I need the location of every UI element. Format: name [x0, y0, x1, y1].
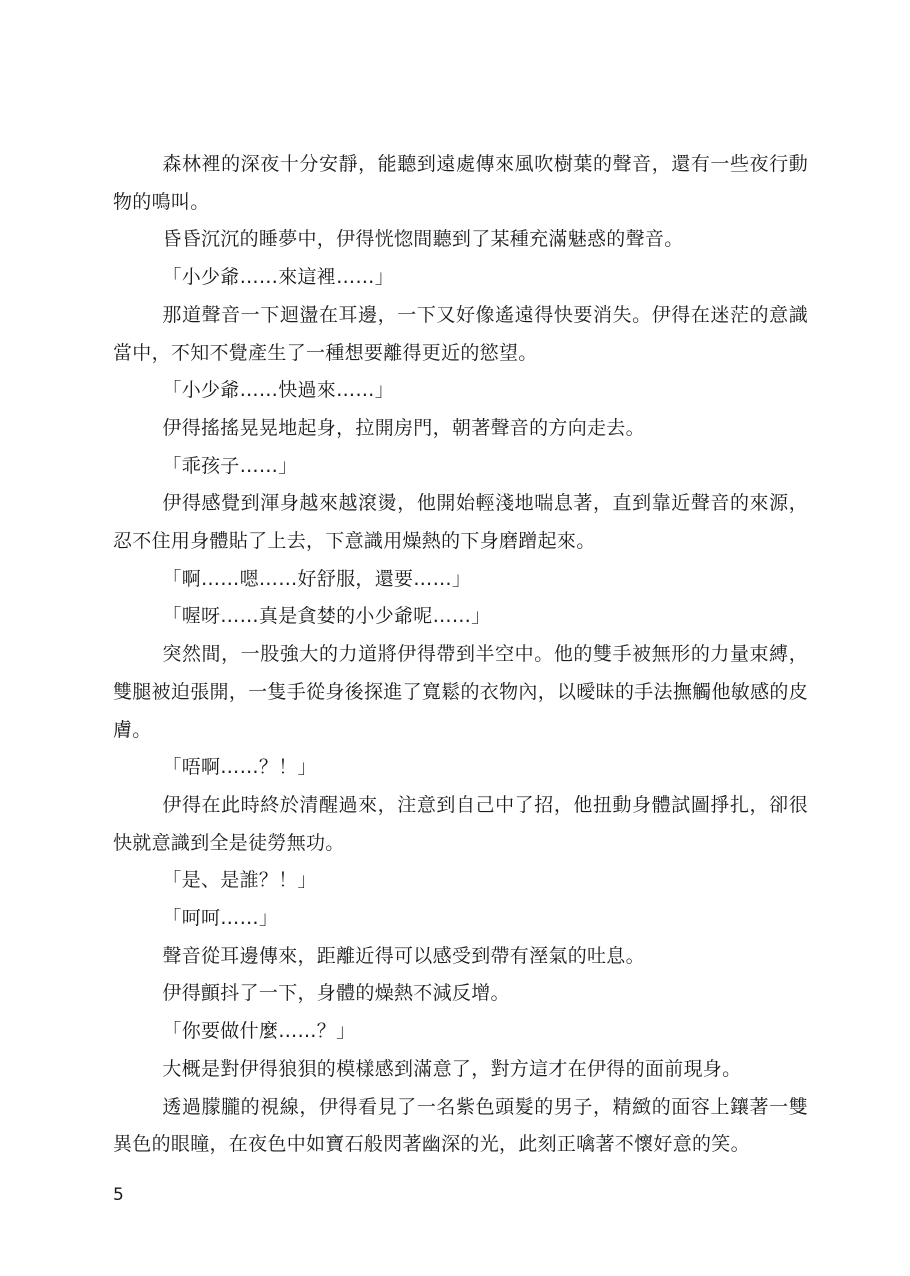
- paragraph: 伊得在此時終於清醒過來，注意到自己中了招，他扭動身體試圖掙扎，卻很快就意識到全是徒勞無功。: [113, 793, 808, 854]
- dialogue-line: 「啊……嗯……好舒服，還要……」: [162, 567, 472, 590]
- dialogue-line: 「唔啊……？！」: [162, 756, 317, 779]
- dialogue-line: 「喔呀……真是貪婪的小少爺呢……」: [162, 605, 491, 628]
- paragraph: 透過朦朧的視線，伊得看見了一名紫色頭髮的男子，精緻的面容上鑲著一雙異色的眼瞳，在夜色中如寶石般閃著幽深的光，此刻正噙著不懷好意的笑。: [113, 1095, 808, 1156]
- paragraph: 昏昏沉沉的睡夢中，伊得恍惚間聽到了某種充滿魅惑的聲音。: [162, 228, 684, 251]
- dialogue-line: 「你要做什麼……？」: [162, 1020, 356, 1043]
- dialogue-line: 「小少爺……快過來……」: [162, 379, 394, 402]
- paragraph: 伊得顫抖了一下，身體的燥熱不減反增。: [162, 982, 510, 1005]
- paragraph: 森林裡的深夜十分安靜，能聽到遠處傳來風吹樹葉的聲音，還有一些夜行動物的鳴叫。: [113, 153, 808, 213]
- paragraph: 大概是對伊得狼狽的模樣感到滿意了，對方這才在伊得的面前現身。: [162, 1057, 742, 1080]
- page-number: 5: [113, 1185, 124, 1205]
- dialogue-line: 「乖孩子……」: [162, 454, 298, 477]
- paragraph: 那道聲音一下迴盪在耳邊，一下又好像遙遠得快要消失。伊得在迷茫的意識當中，不知不覺產生了一種想要離得更近的慾望。: [113, 303, 808, 364]
- body-text: [113, 146, 808, 1164]
- dialogue-line: 「小少爺……來這裡……」: [162, 266, 394, 289]
- paragraph: 伊得搖搖晃晃地起身，拉開房門，朝著聲音的方向走去。: [162, 416, 645, 439]
- dialogue-line: 「是、是誰？！」: [162, 869, 317, 892]
- dialogue-line: 「呵呵……」: [162, 907, 279, 930]
- paragraph: 聲音從耳邊傳來，距離近得可以感受到帶有溼氣的吐息。: [162, 944, 645, 967]
- paragraph: 伊得感覺到渾身越來越滾燙，他開始輕淺地喘息著，直到靠近聲音的來源，忍不住用身體貼了上去，下意識用燥熱的下身磨蹭起來。: [113, 492, 808, 553]
- paragraph: 突然間，一股強大的力道將伊得帶到半空中。他的雙手被無形的力量束縛，雙腿被迫張開，一隻手從身後探進了寬鬆的衣物內，以曖昧的手法撫觸他敏感的皮膚。: [113, 643, 808, 741]
